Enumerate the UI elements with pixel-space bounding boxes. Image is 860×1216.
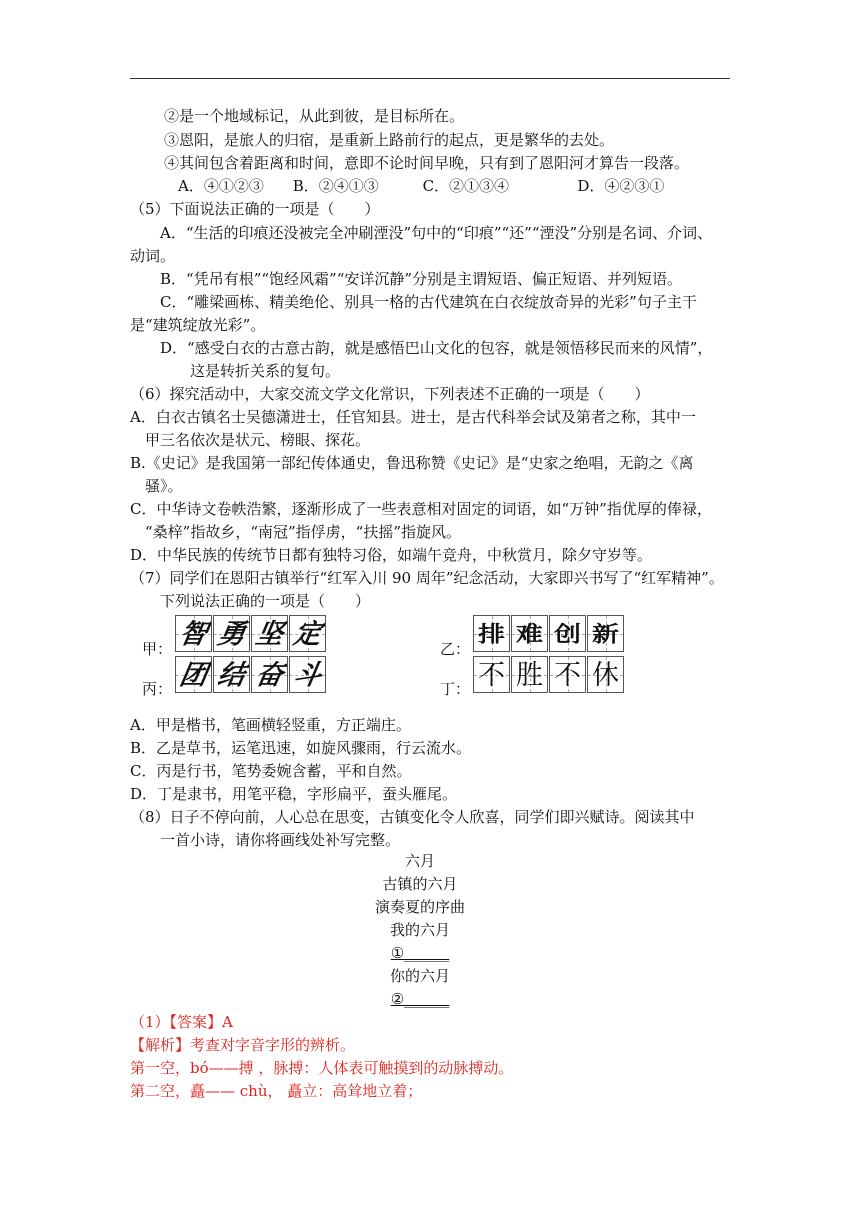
q4-choice-d: D．④②③① xyxy=(577,177,665,195)
q5-option-c-cont: 是“建筑绽放光彩”。 xyxy=(130,316,266,334)
calligraphy-label-ding: 丁： xyxy=(440,680,471,698)
q6-option-d: D．中华民族的传统节日都有独特习俗，如端午竞舟，中秋赏月，除夕守岁等。 xyxy=(130,546,653,564)
q7-stem-cont: 下列说法正确的一项是（ ） xyxy=(160,592,371,610)
poem-line-2: 演奏夏的序曲 xyxy=(374,898,465,916)
q5-option-a: A．“生活的印痕还没被完全冲刷湮没”句中的“印痕”“还”“湮没”分别是名词、介词、 xyxy=(160,224,713,242)
calligraphy-char: 难 xyxy=(511,615,548,652)
q7-option-c: C．丙是行书，笔势委婉含蓄，平和自然。 xyxy=(130,762,412,780)
option-line-2: ②是一个地域标记，从此到彼，是目标所在。 xyxy=(164,107,465,125)
poem-line-4: 你的六月 xyxy=(389,967,450,985)
q4-choice-c: C．②①③④ xyxy=(422,177,510,195)
poem-line-1: 古镇的六月 xyxy=(382,875,458,893)
q7-option-b: B．乙是草书，运笔迅速，如旋风骤雨，行云流水。 xyxy=(130,739,472,757)
answer-blank-2: 第二空，矗—— chù， 矗立：高耸地立着； xyxy=(130,1082,423,1100)
calligraphy-char: 创 xyxy=(549,615,586,652)
calligraphy-char: 胜 xyxy=(511,656,548,693)
calligraphy-char: 排 xyxy=(473,615,510,652)
q6-option-c-cont: “桑梓”指故乡，“南冠”指俘虏，“扶摇”指旋风。 xyxy=(145,523,462,541)
q7-stem: （7）同学们在恩阳古镇举行“红军入川 90 周年”纪念活动，大家即兴书写了“红军精神”。 xyxy=(130,569,724,587)
calligraphy-char: 新 xyxy=(587,615,624,652)
calligraphy-jia xyxy=(175,615,327,656)
q7-option-a: A．甲是楷书，笔画横轻竖重，方正端庄。 xyxy=(130,716,411,734)
calligraphy-char: 斗 xyxy=(289,656,326,693)
calligraphy-char: 奋 xyxy=(251,656,288,693)
q6-option-b-cont: 骚》。 xyxy=(145,477,183,495)
q8-stem: （8）日子不停向前，人心总在思变，古镇变化令人欣喜，同学们即兴赋诗。阅读其中 xyxy=(130,808,695,826)
q4-choice-b: B．②④①③ xyxy=(292,177,379,195)
q4-choice-a: A．④①②③ xyxy=(178,177,264,195)
q6-option-a: A．白衣古镇名士吴德潇进士，任官知县。进士，是古代科举会试及第者之称，其中一 xyxy=(130,408,696,426)
calligraphy-bing xyxy=(175,656,327,697)
q5-option-c: C．“雕梁画栋、精美绝伦、别具一格的古代建筑在白衣绽放奇异的光彩”句子主干 xyxy=(160,293,697,311)
q5-option-b: B．“凭吊有根”“饱经风霜”“安详沉静”分别是主谓短语、偏正短语、并列短语。 xyxy=(160,270,683,288)
q7-option-d: D．丁是隶书，用笔平稳，字形扁平，蚕头雁尾。 xyxy=(130,785,458,803)
header-rule xyxy=(130,78,730,79)
q6-stem: （6）探究活动中，大家交流文学文化常识，下列表述不正确的一项是（ ） xyxy=(130,385,650,403)
calligraphy-label-bing: 丙： xyxy=(142,680,173,698)
q5-option-d-cont: 这是转折关系的复句。 xyxy=(190,362,341,380)
poem-blank-1: ①______ xyxy=(390,944,450,962)
calligraphy-char: 休 xyxy=(587,656,624,693)
option-line-4: ④其间包含着距离和时间，意即不论时间早晚，只有到了恩阳河才算告一段落。 xyxy=(164,154,690,172)
q5-stem: （5）下面说法正确的一项是（ ） xyxy=(130,200,380,218)
calligraphy-char: 智 xyxy=(175,615,212,652)
q5-option-d: D．“感受白衣的古意古韵，就是感悟巴山文化的包容，就是领悟移民而来的风情”， xyxy=(160,339,713,357)
calligraphy-yi xyxy=(473,615,625,656)
calligraphy-char: 结 xyxy=(213,656,250,693)
calligraphy-char: 定 xyxy=(289,615,326,652)
q4-choices xyxy=(178,176,664,196)
answer-blank-1: 第一空，bó——搏 ，脉搏：人体表可触摸到的动脉搏动。 xyxy=(130,1059,514,1077)
calligraphy-char: 团 xyxy=(175,656,212,693)
q5-option-a-cont: 动词。 xyxy=(130,247,176,265)
poem-blank-2: ②______ xyxy=(390,990,450,1008)
poem-line-3: 我的六月 xyxy=(389,921,450,939)
calligraphy-char: 不 xyxy=(473,656,510,693)
calligraphy-char: 勇 xyxy=(213,615,250,652)
calligraphy-label-jia: 甲： xyxy=(142,640,173,658)
answer-heading: （1）【答案】A xyxy=(130,1013,233,1031)
option-line-3: ③恩阳，是旅人的归宿，是重新上路前行的起点，更是繁华的去处。 xyxy=(164,131,615,149)
calligraphy-label-yi: 乙： xyxy=(440,640,471,658)
calligraphy-char: 坚 xyxy=(251,615,288,652)
calligraphy-ding xyxy=(473,656,625,697)
calligraphy-char: 不 xyxy=(549,656,586,693)
poem-title: 六月 xyxy=(404,852,435,870)
q6-option-a-cont: 甲三名依次是状元、榜眼、探花。 xyxy=(145,431,371,449)
q6-option-c: C．中华诗文卷帙浩繁，逐渐形成了一些表意相对固定的词语，如“万钟”指优厚的俸禄， xyxy=(130,500,712,518)
answer-analysis: 【解析】考查对字音字形的辨析。 xyxy=(130,1036,356,1054)
q6-option-b: B.《史记》是我国第一部纪传体通史，鲁迅称赞《史记》是“史家之绝唱，无韵之《离 xyxy=(130,454,694,472)
q8-stem-cont: 一首小诗，请你将画线处补写完整。 xyxy=(160,831,401,849)
